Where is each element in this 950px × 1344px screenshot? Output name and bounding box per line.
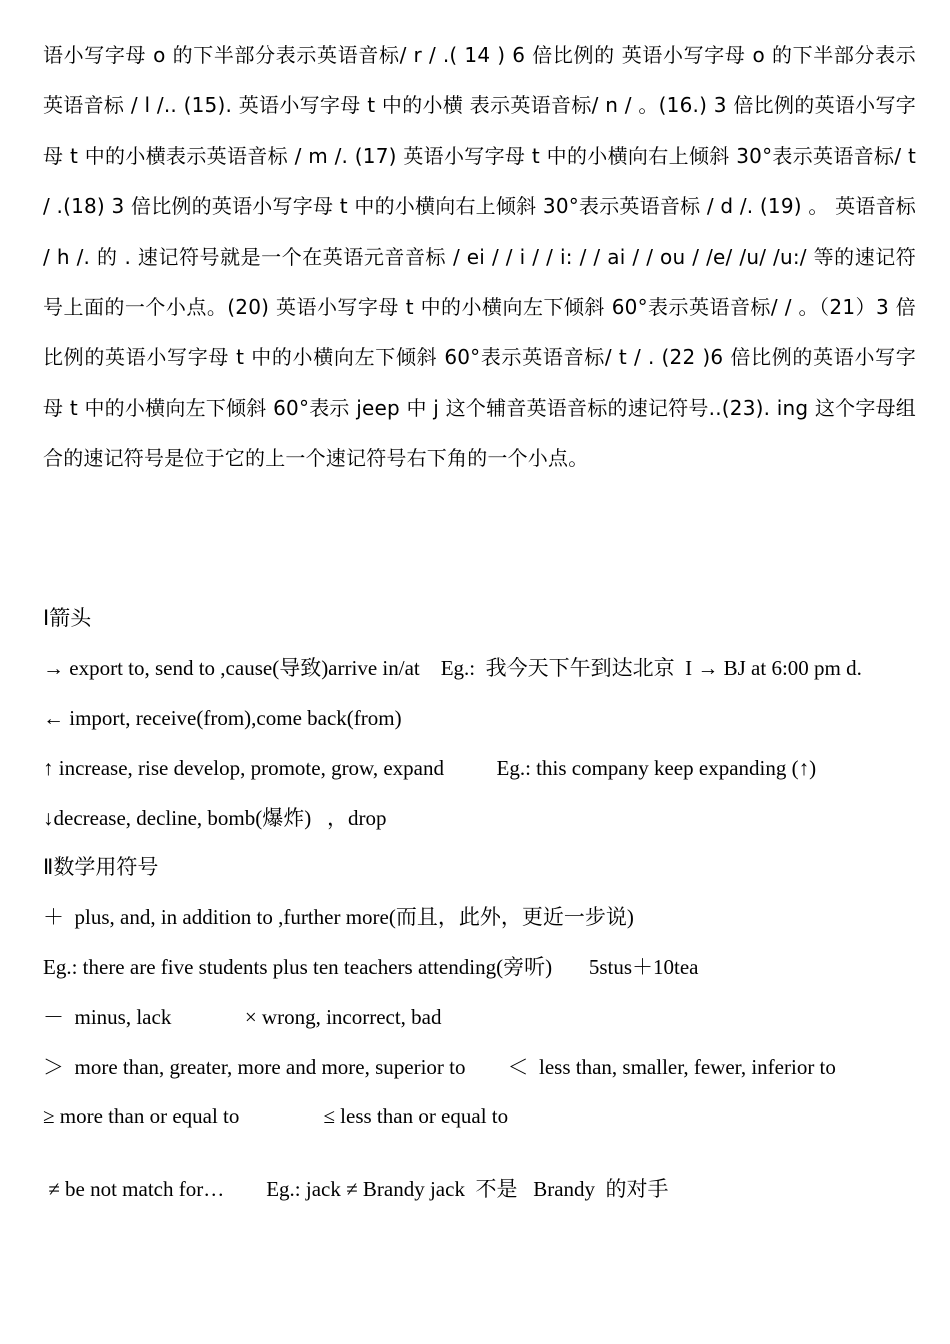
arrow-line-right: → export to, send to ,cause(导致)arrive in/at Eg.: 我今天下午到达北京 I → BJ at 6:00 pm d. [43,656,862,680]
arrow-line-left: ← import, receive(from),come back(from) [43,706,402,730]
math-line-greater-less: ＞ more than, greater, more and more, superior to ＜ less than, smaller, fewer, inferior to [43,1055,836,1079]
math-line-plus: ＋ plus, and, in addition to ,further more(而且，此外，更近一步说) [43,905,634,929]
math-line-geq-leq: ≥ more than or equal to ≤ less than or equal to [43,1104,509,1128]
section-heading-math: Ⅱ数学用符号 [43,855,159,879]
shorthand-rules-paragraph: 语小写字母 o 的下半部分表示英语音标/ r / .( 14 ) 6 倍比例的 英语小写字母 o 的下半部分表示英语音标 / l /.. (15). 英语小写字母 t 中的小横 表示英语音标/ n / 。(16.) 3 倍比例的英语小写字母 t 中的小横表示英语音标 / m /. (17) 英语小写字母 t 中的小横向右上倾斜 30°表示英语音标/ t / .(18) 3 倍比例的英语小写字母 t 中的小横向右上倾斜 30°表示英语音标 / d /. (19) 。 英语音标 / h /. 的 . 速记符号就是一个在英语元音音标 / ei / / i / / i: / / ai / / ou / /e/ /u/ /u:/ 等的速记符号上面的一个小点。(20) 英语小写字母 t 中的小横向左下倾斜 60°表示英语音标/ / 。（21）3 倍比例的英语小写字母 t 中的小横向左下倾斜 60°表示英语音标/ t / . (22 )6 倍比例的英语小写字母 t 中的小横向左下倾斜 60°表示 jeep 中 j 这个辅音英语音标的速记符号..(23). ing 这个字母组合的速记符号是位于它的上一个速记符号右下角的一个小点。 [43,43,916,471]
math-line-not-equal: ≠ be not match for… Eg.: jack ≠ Brandy jack 不是 Brandy 的对手 [43,1177,669,1201]
math-line-plus-example: Eg.: there are five students plus ten teachers attending(旁听) 5stus＋10tea [43,955,699,979]
math-line-minus-times: － minus, lack × wrong, incorrect, bad [43,1005,442,1029]
arrow-line-down: ↓decrease, decline, bomb(爆炸) ，drop [43,806,387,830]
arrow-line-up: ↑ increase, rise develop, promote, grow, expand Eg.: this company keep expanding (↑) [43,756,817,780]
section-heading-arrows: Ⅰ箭头 [43,606,92,630]
